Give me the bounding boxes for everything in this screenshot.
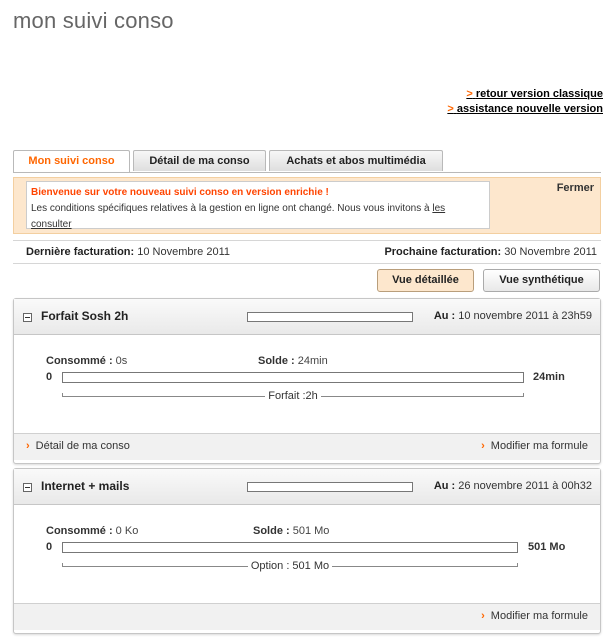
collapse-icon[interactable] (23, 313, 32, 322)
panel-title: Forfait Sosh 2h (41, 309, 129, 323)
synthetic-view-button[interactable]: Vue synthétique (483, 269, 600, 292)
date-value: 26 novembre 2011 à 00h32 (455, 480, 592, 492)
panel-header (14, 469, 600, 505)
consumed-value: 0s (112, 355, 128, 367)
modify-plan-label: Modifier ma formule (490, 440, 588, 452)
chevron-right-icon: › (481, 610, 485, 622)
notice-message (26, 181, 490, 229)
next-billing-label: Prochaine facturation: (384, 246, 502, 258)
forfait-panel (13, 298, 601, 464)
bar-max-label: 24min (533, 371, 565, 383)
allowance-text: Option : 501 Mo (248, 560, 332, 572)
top-links (447, 87, 603, 117)
welcome-notice (13, 177, 601, 234)
classic-version-label: retour version classique (475, 88, 603, 100)
header-progress-bar (247, 312, 413, 322)
consumed-text (46, 355, 127, 367)
consumption-bar (62, 542, 518, 553)
balance-label: Solde : (253, 525, 290, 537)
date-label: Au : (433, 480, 456, 492)
billing-info (13, 240, 601, 264)
detail-conso-link[interactable] (26, 440, 130, 452)
internet-panel (13, 468, 601, 634)
chevron-right-icon: › (26, 440, 30, 452)
arrow-icon: > (466, 88, 473, 100)
date-label: Au : (433, 310, 456, 322)
page-title: mon suivi conso (13, 8, 174, 33)
consumed-value: 0 Ko (112, 525, 139, 537)
assistance-label: assistance nouvelle version (456, 103, 603, 115)
last-billing-label: Dernière facturation: (26, 246, 135, 258)
allowance-label (62, 390, 524, 402)
assistance-link[interactable] (447, 102, 603, 117)
panel-body (14, 335, 600, 434)
balance-text (253, 525, 329, 537)
tab-bar (13, 150, 446, 172)
modify-plan-link[interactable] (481, 440, 588, 452)
bar-min-label: 0 (46, 541, 53, 553)
date-value: 10 novembre 2011 à 23h59 (455, 310, 592, 322)
balance-value: 501 Mo (289, 525, 330, 537)
next-billing-value: 30 Novembre 2011 (501, 246, 597, 258)
tab-achats-abos[interactable]: Achats et abos multimédia (269, 150, 443, 171)
balance-text (258, 355, 328, 367)
allowance-label (62, 560, 518, 572)
panel-header (14, 299, 600, 335)
modify-plan-label: Modifier ma formule (490, 610, 588, 622)
panel-date (434, 310, 592, 322)
tab-divider (13, 172, 601, 173)
panel-date (434, 480, 592, 492)
bar-max-label: 501 Mo (528, 541, 566, 553)
panel-body (14, 505, 600, 604)
collapse-icon[interactable] (23, 483, 32, 492)
consumed-text (46, 525, 138, 537)
balance-value: 24min (294, 355, 328, 367)
modify-plan-link[interactable] (481, 610, 588, 622)
consumed-label: Consommé : (46, 525, 113, 537)
chevron-right-icon: › (481, 440, 485, 452)
panel-footer (14, 434, 600, 460)
panel-footer (14, 604, 600, 630)
header-progress-bar (247, 482, 413, 492)
bar-min-label: 0 (46, 371, 53, 383)
consumption-bar (62, 372, 524, 383)
consumed-label: Consommé : (46, 355, 113, 367)
allowance-text: Forfait :2h (265, 390, 321, 402)
close-button[interactable]: Fermer (556, 182, 594, 194)
notice-title: Bienvenue sur votre nouveau suivi conso en version enrichie ! (31, 187, 329, 198)
tab-mon-suivi-conso[interactable]: Mon suivi conso (13, 150, 130, 173)
last-billing (26, 246, 230, 258)
notice-text (31, 201, 485, 233)
next-billing (384, 246, 597, 258)
last-billing-value: 10 Novembre 2011 (134, 246, 231, 258)
detail-conso-label: Détail de ma conso (35, 440, 130, 452)
balance-label: Solde : (258, 355, 295, 367)
classic-version-link[interactable] (447, 87, 603, 102)
notice-body: Les conditions spécifiques relatives à la gestion en ligne ont changé. Nous vous invitons à (31, 203, 433, 214)
notice-conditions-link[interactable]: les consulter (31, 203, 446, 230)
detailed-view-button[interactable]: Vue détaillée (377, 269, 474, 292)
tab-detail-conso[interactable]: Détail de ma conso (133, 150, 266, 171)
panel-title: Internet + mails (41, 479, 130, 493)
arrow-icon: > (447, 103, 454, 115)
